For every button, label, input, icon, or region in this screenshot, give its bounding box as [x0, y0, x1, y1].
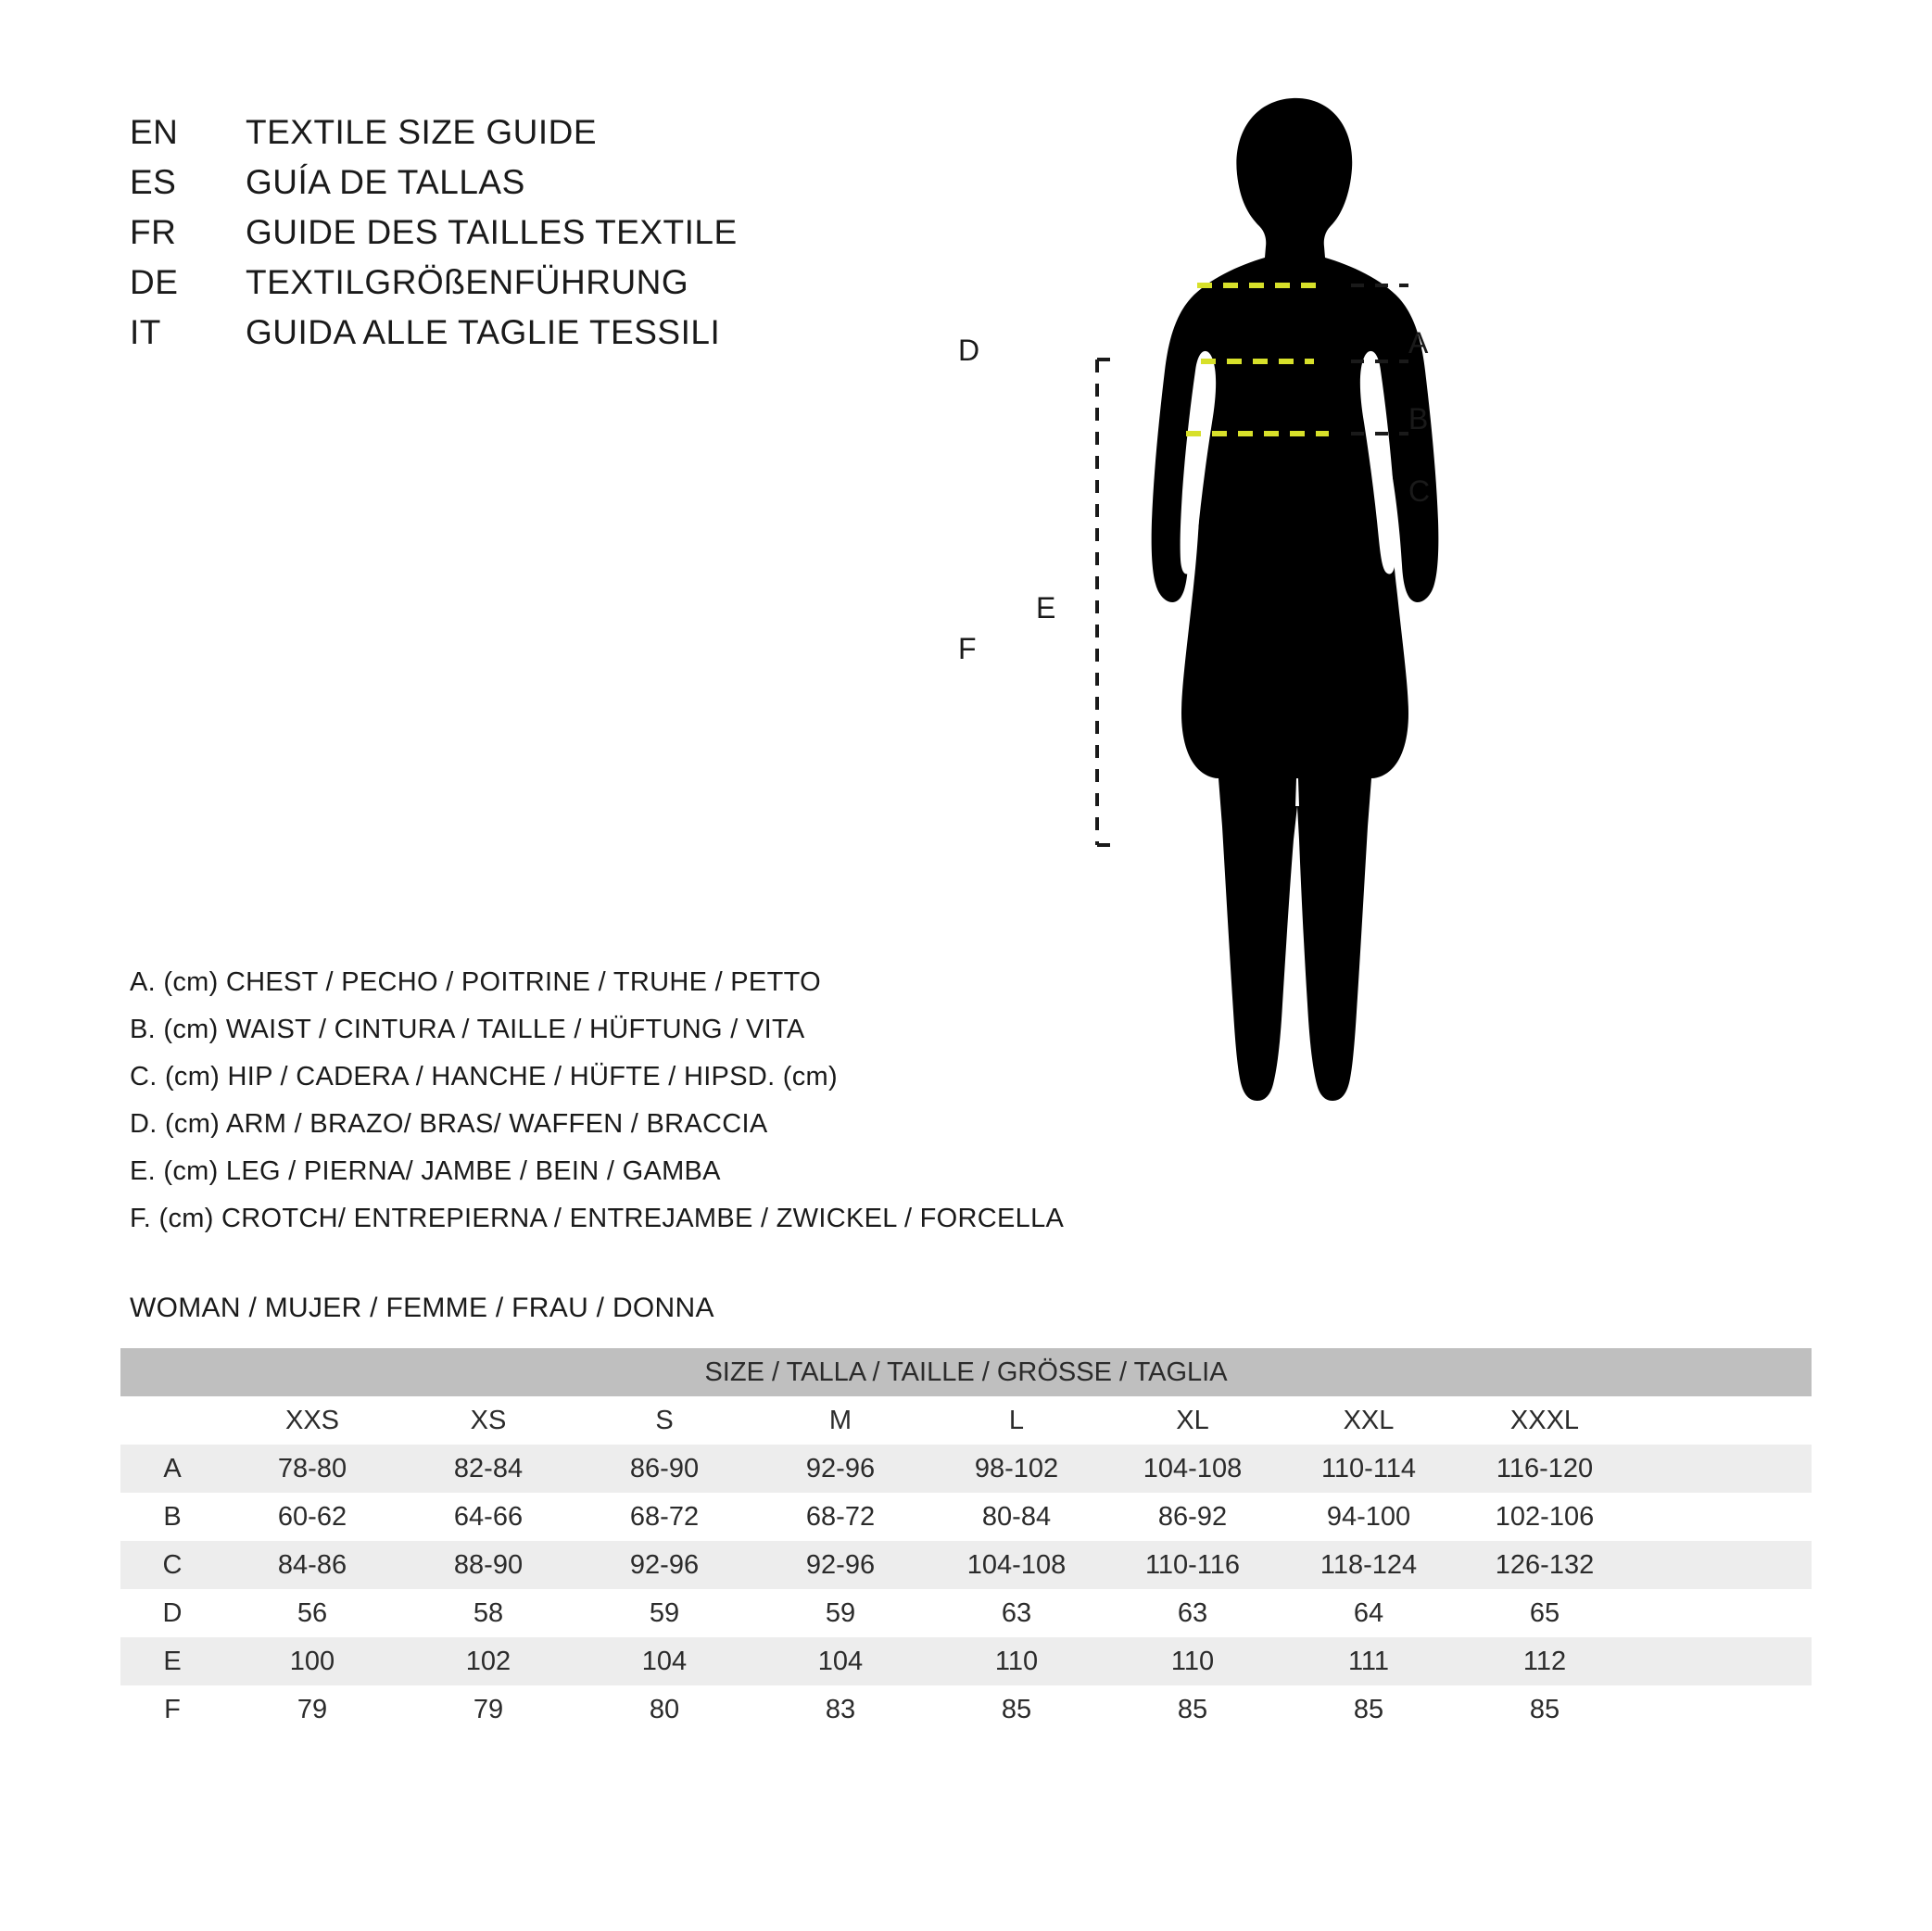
woman-silhouette-icon: [1152, 98, 1439, 1101]
cell: 110: [1105, 1637, 1281, 1685]
spacer-cell: [1633, 1493, 1812, 1541]
cell: 83: [752, 1685, 928, 1734]
cell: 86-92: [1105, 1493, 1281, 1541]
size-col-xxs: XXS: [224, 1396, 400, 1445]
title-text-es: GUÍA DE TALLAS: [246, 163, 525, 201]
dimension-label-e: E: [1036, 591, 1056, 625]
cell: 82-84: [400, 1445, 576, 1493]
table-row: [120, 1589, 1812, 1637]
row-key-e: E: [120, 1637, 224, 1685]
spacer-cell: [1633, 1637, 1812, 1685]
cell: 92-96: [752, 1445, 928, 1493]
title-row: [130, 263, 738, 313]
cell: 79: [400, 1685, 576, 1734]
marker-label-a: A: [1408, 326, 1429, 360]
table-header-row: [120, 1396, 1812, 1445]
cell: 56: [224, 1589, 400, 1637]
cell: 116-120: [1457, 1445, 1633, 1493]
cell: 64-66: [400, 1493, 576, 1541]
title-text-it: GUIDA ALLE TAGLIE TESSILI: [246, 313, 721, 351]
title-row: [130, 163, 738, 213]
measurement-legend: [130, 959, 1064, 1243]
cell: 92-96: [576, 1541, 752, 1589]
cell: 80-84: [928, 1493, 1105, 1541]
size-table-wrap: [120, 1348, 1812, 1734]
spacer-cell: [1633, 1445, 1812, 1493]
dimension-label-f: F: [958, 632, 977, 665]
cell: 85: [1105, 1685, 1281, 1734]
legend-item-b: B. (cm) WAIST / CINTURA / TAILLE / HÜFTUNG / VITA: [130, 1015, 805, 1044]
cell: 104: [752, 1637, 928, 1685]
row-key-f: F: [120, 1685, 224, 1734]
table-row: [120, 1541, 1812, 1589]
corner-cell: [120, 1396, 224, 1445]
title-lang-es: ES: [130, 163, 177, 201]
cell: 98-102: [928, 1445, 1105, 1493]
size-table: [120, 1348, 1812, 1734]
cell: 112: [1457, 1637, 1633, 1685]
cell: 78-80: [224, 1445, 400, 1493]
cell: 59: [576, 1589, 752, 1637]
cell: 92-96: [752, 1541, 928, 1589]
cell: 111: [1281, 1637, 1457, 1685]
cell: 58: [400, 1589, 576, 1637]
table-title: SIZE / TALLA / TAILLE / GRÖSSE / TAGLIA: [120, 1348, 1812, 1396]
table-row: [120, 1637, 1812, 1685]
cell: 88-90: [400, 1541, 576, 1589]
table-row: [120, 1685, 1812, 1734]
cell: 63: [1105, 1589, 1281, 1637]
spacer-cell: [1633, 1541, 1812, 1589]
table-row: [120, 1445, 1812, 1493]
cell: 65: [1457, 1589, 1633, 1637]
dimension-label-d: D: [958, 334, 980, 367]
marker-label-c: C: [1408, 474, 1431, 508]
cell: 104-108: [928, 1541, 1105, 1589]
row-key-c: C: [120, 1541, 224, 1589]
row-key-a: A: [120, 1445, 224, 1493]
cell: 102: [400, 1637, 576, 1685]
size-col-l: L: [928, 1396, 1105, 1445]
cell: 110-114: [1281, 1445, 1457, 1493]
size-col-xxl: XXL: [1281, 1396, 1457, 1445]
table-title-row: [120, 1348, 1812, 1396]
title-row: [130, 313, 738, 363]
spacer-cell: [1633, 1396, 1812, 1445]
title-lang-de: DE: [130, 263, 179, 301]
group-label: WOMAN / MUJER / FEMME / FRAU / DONNA: [130, 1293, 714, 1323]
title-text-en: TEXTILE SIZE GUIDE: [246, 113, 598, 151]
cell: 110-116: [1105, 1541, 1281, 1589]
cell: 94-100: [1281, 1493, 1457, 1541]
legend-item-d: D. (cm) ARM / BRAZO/ BRAS/ WAFFEN / BRACCIA: [130, 1109, 768, 1139]
row-key-d: D: [120, 1589, 224, 1637]
spacer-cell: [1633, 1589, 1812, 1637]
legend-item-c: C. (cm) HIP / CADERA / HANCHE / HÜFTE / HIPSD. (cm): [130, 1062, 838, 1092]
cell: 85: [1281, 1685, 1457, 1734]
cell: 68-72: [752, 1493, 928, 1541]
title-lang-it: IT: [130, 313, 161, 351]
cell: 84-86: [224, 1541, 400, 1589]
title-text-fr: GUIDE DES TAILLES TEXTILE: [246, 213, 738, 251]
cell: 68-72: [576, 1493, 752, 1541]
size-col-xxxl: XXXL: [1457, 1396, 1633, 1445]
title-text-de: TEXTILGRÖßENFÜHRUNG: [246, 263, 689, 301]
cell: 104-108: [1105, 1445, 1281, 1493]
title-row: [130, 213, 738, 263]
size-col-s: S: [576, 1396, 752, 1445]
cell: 79: [224, 1685, 400, 1734]
cell: 64: [1281, 1589, 1457, 1637]
table-row: [120, 1493, 1812, 1541]
title-lang-en: EN: [130, 113, 179, 151]
cell: 100: [224, 1637, 400, 1685]
title-row: [130, 113, 738, 163]
cell: 86-90: [576, 1445, 752, 1493]
marker-label-b: B: [1408, 402, 1429, 435]
cell: 85: [1457, 1685, 1633, 1734]
size-col-m: M: [752, 1396, 928, 1445]
cell: 110: [928, 1637, 1105, 1685]
cell: 126-132: [1457, 1541, 1633, 1589]
cell: 63: [928, 1589, 1105, 1637]
row-key-b: B: [120, 1493, 224, 1541]
cell: 102-106: [1457, 1493, 1633, 1541]
legend-item-e: E. (cm) LEG / PIERNA/ JAMBE / BEIN / GAMBA: [130, 1156, 721, 1186]
cell: 85: [928, 1685, 1105, 1734]
title-lang-fr: FR: [130, 213, 177, 251]
legend-item-f: F. (cm) CROTCH/ ENTREPIERNA / ENTREJAMBE / ZWICKEL / FORCELLA: [130, 1204, 1065, 1233]
size-col-xs: XS: [400, 1396, 576, 1445]
cell: 59: [752, 1589, 928, 1637]
cell: 118-124: [1281, 1541, 1457, 1589]
spacer-cell: [1633, 1685, 1812, 1734]
cell: 60-62: [224, 1493, 400, 1541]
size-col-xl: XL: [1105, 1396, 1281, 1445]
legend-item-a: A. (cm) CHEST / PECHO / POITRINE / TRUHE / PETTO: [130, 967, 821, 997]
title-block: [130, 113, 738, 363]
cell: 104: [576, 1637, 752, 1685]
body-measurement-diagram: [958, 65, 1927, 1223]
cell: 80: [576, 1685, 752, 1734]
vertical-dimension-brackets: [1093, 241, 1121, 871]
